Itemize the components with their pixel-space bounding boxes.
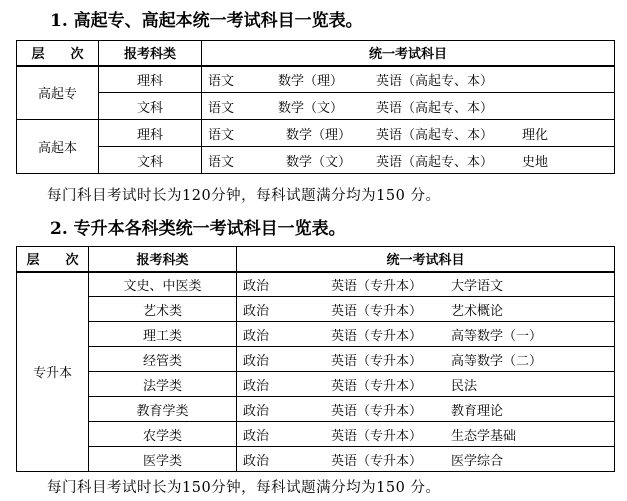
- subjects-cell: [237, 422, 615, 447]
- table-row: [17, 372, 615, 397]
- subject: 政治: [243, 403, 270, 419]
- subjects-cell: [237, 447, 615, 472]
- table-header-row: [17, 41, 615, 66]
- subjects-cell: [202, 93, 615, 120]
- table-row: [17, 93, 615, 120]
- subjects-cell: [202, 120, 615, 147]
- category-cell: 文史、中医类: [89, 272, 237, 297]
- category-cell: 经管类: [89, 347, 237, 372]
- subjects-cell: [202, 147, 615, 174]
- subject: 英语（专升本）: [331, 303, 423, 319]
- subjects-cell: [237, 347, 615, 372]
- subject: 数学（理）: [278, 73, 344, 89]
- subject: 政治: [243, 453, 270, 469]
- subject: 艺术概论: [451, 303, 504, 319]
- table-row: [17, 322, 615, 347]
- gaoqi-exam-table: [16, 40, 615, 174]
- subject: 语文: [208, 73, 235, 89]
- section2-heading: 2. 专升本各科类统一考试科目一览表。: [50, 219, 346, 239]
- subject: 医学综合: [451, 453, 504, 469]
- category-cell: 理工类: [89, 322, 237, 347]
- subject: 英语（高起专、本）: [376, 100, 494, 116]
- category-cell: 文科: [99, 147, 202, 174]
- level-cell: 专升本: [17, 272, 89, 472]
- subject: 大学语文: [451, 278, 504, 294]
- subject: 英语（高起专、本）: [376, 154, 494, 170]
- table-row: [17, 447, 615, 472]
- level-cell: 高起本: [17, 120, 99, 174]
- category-cell: 医学类: [89, 447, 237, 472]
- subject: 语文: [208, 154, 235, 170]
- subject: 高等数学（一）: [451, 328, 543, 344]
- table-header-row: [17, 247, 615, 272]
- category-cell: 教育学类: [89, 397, 237, 422]
- category-cell: 文科: [99, 93, 202, 120]
- subject: 政治: [243, 303, 270, 319]
- table-row: [17, 297, 615, 322]
- subject: 政治: [243, 353, 270, 369]
- subject: 英语（专升本）: [331, 428, 423, 444]
- level-cell: 高起专: [17, 66, 99, 120]
- subject: 英语（专升本）: [331, 453, 423, 469]
- category-cell: 法学类: [89, 372, 237, 397]
- category-cell: 理科: [99, 66, 202, 93]
- category-cell: 农学类: [89, 422, 237, 447]
- category-cell: 艺术类: [89, 297, 237, 322]
- subjects-cell: [237, 272, 615, 297]
- subjects-cell: [237, 397, 615, 422]
- subject: 英语（专升本）: [331, 278, 423, 294]
- header-subjects: 统一考试科目: [202, 41, 615, 66]
- category-cell: 理科: [99, 120, 202, 147]
- header-category: 报考科类: [89, 247, 237, 272]
- subjects-cell: [237, 372, 615, 397]
- subject: 英语（专升本）: [331, 403, 423, 419]
- section2-note: 每门科目考试时长为150分钟，每科试题满分均为150 分。: [47, 480, 441, 496]
- header-subjects: 统一考试科目: [237, 247, 615, 272]
- subject: 政治: [243, 278, 270, 294]
- subject: 英语（专升本）: [331, 378, 423, 394]
- subject: 高等数学（二）: [451, 353, 543, 369]
- subject: 英语（高起专、本）: [376, 127, 494, 143]
- subject: 政治: [243, 378, 270, 394]
- subject: 生态学基础: [451, 428, 517, 444]
- subject: 理化: [522, 127, 549, 143]
- subject: 数学（文）: [278, 100, 344, 116]
- subject: 数学（文）: [286, 154, 352, 170]
- subjects-cell: [237, 322, 615, 347]
- subject: 教育理论: [451, 403, 504, 419]
- subject: 民法: [451, 378, 478, 394]
- subjects-cell: [202, 66, 615, 93]
- subject: 政治: [243, 328, 270, 344]
- table-row: [17, 347, 615, 372]
- table-row: [17, 120, 615, 147]
- table-row: [17, 397, 615, 422]
- subjects-cell: [237, 297, 615, 322]
- header-level: 层 次: [17, 41, 99, 66]
- subject: 语文: [208, 127, 235, 143]
- subject: 英语（专升本）: [331, 328, 423, 344]
- subject: 史地: [522, 154, 549, 170]
- table-row: [17, 272, 615, 297]
- subject: 语文: [208, 100, 235, 116]
- subject: 英语（高起专、本）: [376, 73, 494, 89]
- section1-heading: 1. 高起专、高起本统一考试科目一览表。: [50, 11, 363, 31]
- subject: 英语（专升本）: [331, 353, 423, 369]
- table-row: [17, 422, 615, 447]
- table-row: [17, 147, 615, 174]
- section1-note: 每门科目考试时长为120分钟，每科试题满分均为150 分。: [47, 188, 441, 204]
- subject: 数学（理）: [286, 127, 352, 143]
- subject: 政治: [243, 428, 270, 444]
- header-category: 报考科类: [99, 41, 202, 66]
- header-level: 层 次: [17, 247, 89, 272]
- table-row: [17, 66, 615, 93]
- zhuanshengben-exam-table: [16, 246, 615, 472]
